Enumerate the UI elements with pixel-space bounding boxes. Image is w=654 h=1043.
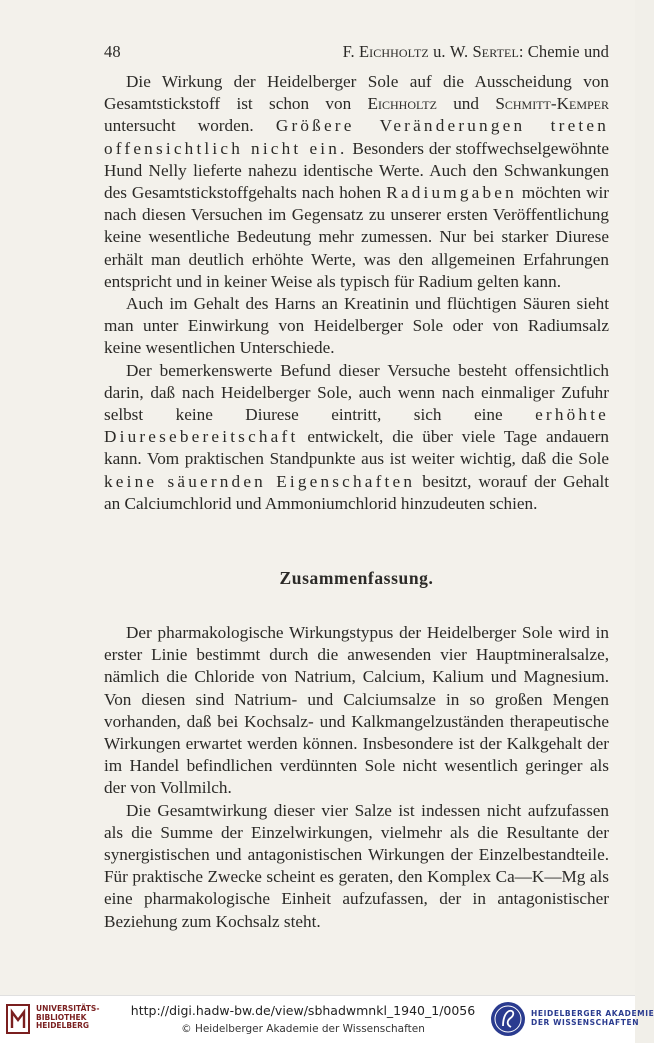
body-text-upper [104, 71, 609, 515]
permalink-url[interactable]: http://digi.hadw-bw.de/view/sbhadwmnkl_1940_1/0056 [130, 1003, 476, 1018]
spaced-emphasis: keine säuernden Eigenschaften [104, 471, 416, 491]
paragraph-diurese [104, 360, 609, 515]
paragraph-summary-1: Der pharmakologische Wirkungstypus der Heidelberger Sole wird in erster Linie bestimmt durch die anwesenden vier Hauptmineralsalze, nämlich die Chloride von Natrium, Calcium, Kalium und Magnesium. Von diesen sind Natrium- und Calciumsalze in so großen Mengen vorhanden, daß bei Kochsalz- und Kalkmangelzuständen therapeutische Wirkungen erwartet werden können. Insbesondere ist der Kalkgehalt der im Handel befindlichen verdünnten Sole nicht wesentlich geringer als der von Vollmilch. [104, 623, 609, 798]
ub-line: HEIDELBERG [36, 1021, 90, 1031]
paragraph-summary-2: Die Gesamtwirkung dieser vier Salze ist indessen nicht aufzufassen als die Summe der Einzelwirkungen, vielmehr als die Resultante der synergistischen und antagonistischen Wirkungen der Einzelbestandteile. Für praktische Zwecke scheint es geraten, den Komplex Ca—K—Mg als eine pharmakologische Einheit aufzufassen, der in antagonistischer Beziehung zum Kochsalz steht. [104, 800, 609, 931]
author-ref-eichholtz: Eichholtz [367, 94, 437, 114]
spaced-emphasis: Größere Veränderungen treten offensichtlich nicht ein. [104, 116, 609, 158]
page-number: 48 [104, 42, 121, 61]
paragraph-nitrogen [104, 71, 609, 293]
digitization-footer [0, 995, 654, 1043]
spaced-emphasis: Radiumgaben [386, 183, 517, 203]
text-run: Der bemerkenswerte Befund dieser Versuche besteht offensichtlich darin, daß nach Heidelberger Sole, auch wenn nach einmaliger Zufuhr selbst keine Diurese eintritt, sich eine [104, 360, 609, 425]
running-header [104, 42, 609, 64]
ub-line: UNIVERSITÄTS- [36, 1004, 100, 1013]
text-run: untersucht worden. [104, 116, 276, 136]
paragraph-kreatinin: Auch im Gehalt des Harns an Kreatinin und flüchtigen Säuren sieht man unter Einwirkung von Heidelberger Sole oder von Radiumsalz keine wesentlichen Unterschiede. [104, 294, 609, 358]
text-run: Die Wirkung der Heidelberger Sole auf die Ausscheidung von Gesamtstickstoff ist schon von [104, 72, 609, 114]
text-run: entwickelt, die über viele Tage andauern kann. Vom praktischen Standpunkte aus ist weiter wichtig, daß die Sole [104, 427, 609, 469]
author-sertel: W. Sertel [449, 42, 519, 61]
body-text-summary [104, 622, 609, 933]
conjunction: u. [428, 42, 450, 61]
text-run: Besonders der stoffwechselgewöhnte Hund Nelly lieferte nahezu identische Werte. Auch den Schwankungen des Gesamtstickstoffgehalts nach hohen [104, 138, 609, 203]
text-run: möchten wir nach diesen Versuchen im Gegensatz zu unserer ersten Veröffentlichung keine wesentliche Bedeutung mehr zumessen. Nur bei starker Diurese erhält man deutlich erhöhte Werte, was den allgemeinen Erfahrungen entspricht und in keiner Weise als typisch für Radium gelten kann. [104, 183, 609, 291]
academy-line: DER WISSENSCHAFTEN [531, 1018, 640, 1027]
university-library-logo-icon [6, 1004, 30, 1034]
academy-seal-icon [490, 1001, 526, 1037]
running-title-text: : Chemie und [518, 42, 609, 61]
author-eichholtz: F. Eichholtz [342, 42, 429, 61]
spaced-emphasis: erhöhte Diuresebereitschaft [104, 405, 609, 447]
academy-name [531, 1009, 654, 1027]
author-ref-schmitt-kemper: Schmitt-Kemper [495, 94, 610, 114]
academy-line: HEIDELBERGER AKADEMIE [531, 1009, 654, 1018]
copyright-notice: © Heidelberger Akademie der Wissenschaften [181, 1023, 425, 1035]
university-library-name [36, 1005, 99, 1031]
text-run: besitzt, worauf der Gehalt an Calciumchlorid und Ammoniumchlorid hinzudeuten schien. [104, 471, 609, 513]
ub-line: BIBLIOTHEK [36, 1012, 87, 1022]
section-heading: Zusammenfassung. [279, 568, 434, 588]
running-title [343, 42, 609, 62]
text-run: und [436, 94, 496, 114]
